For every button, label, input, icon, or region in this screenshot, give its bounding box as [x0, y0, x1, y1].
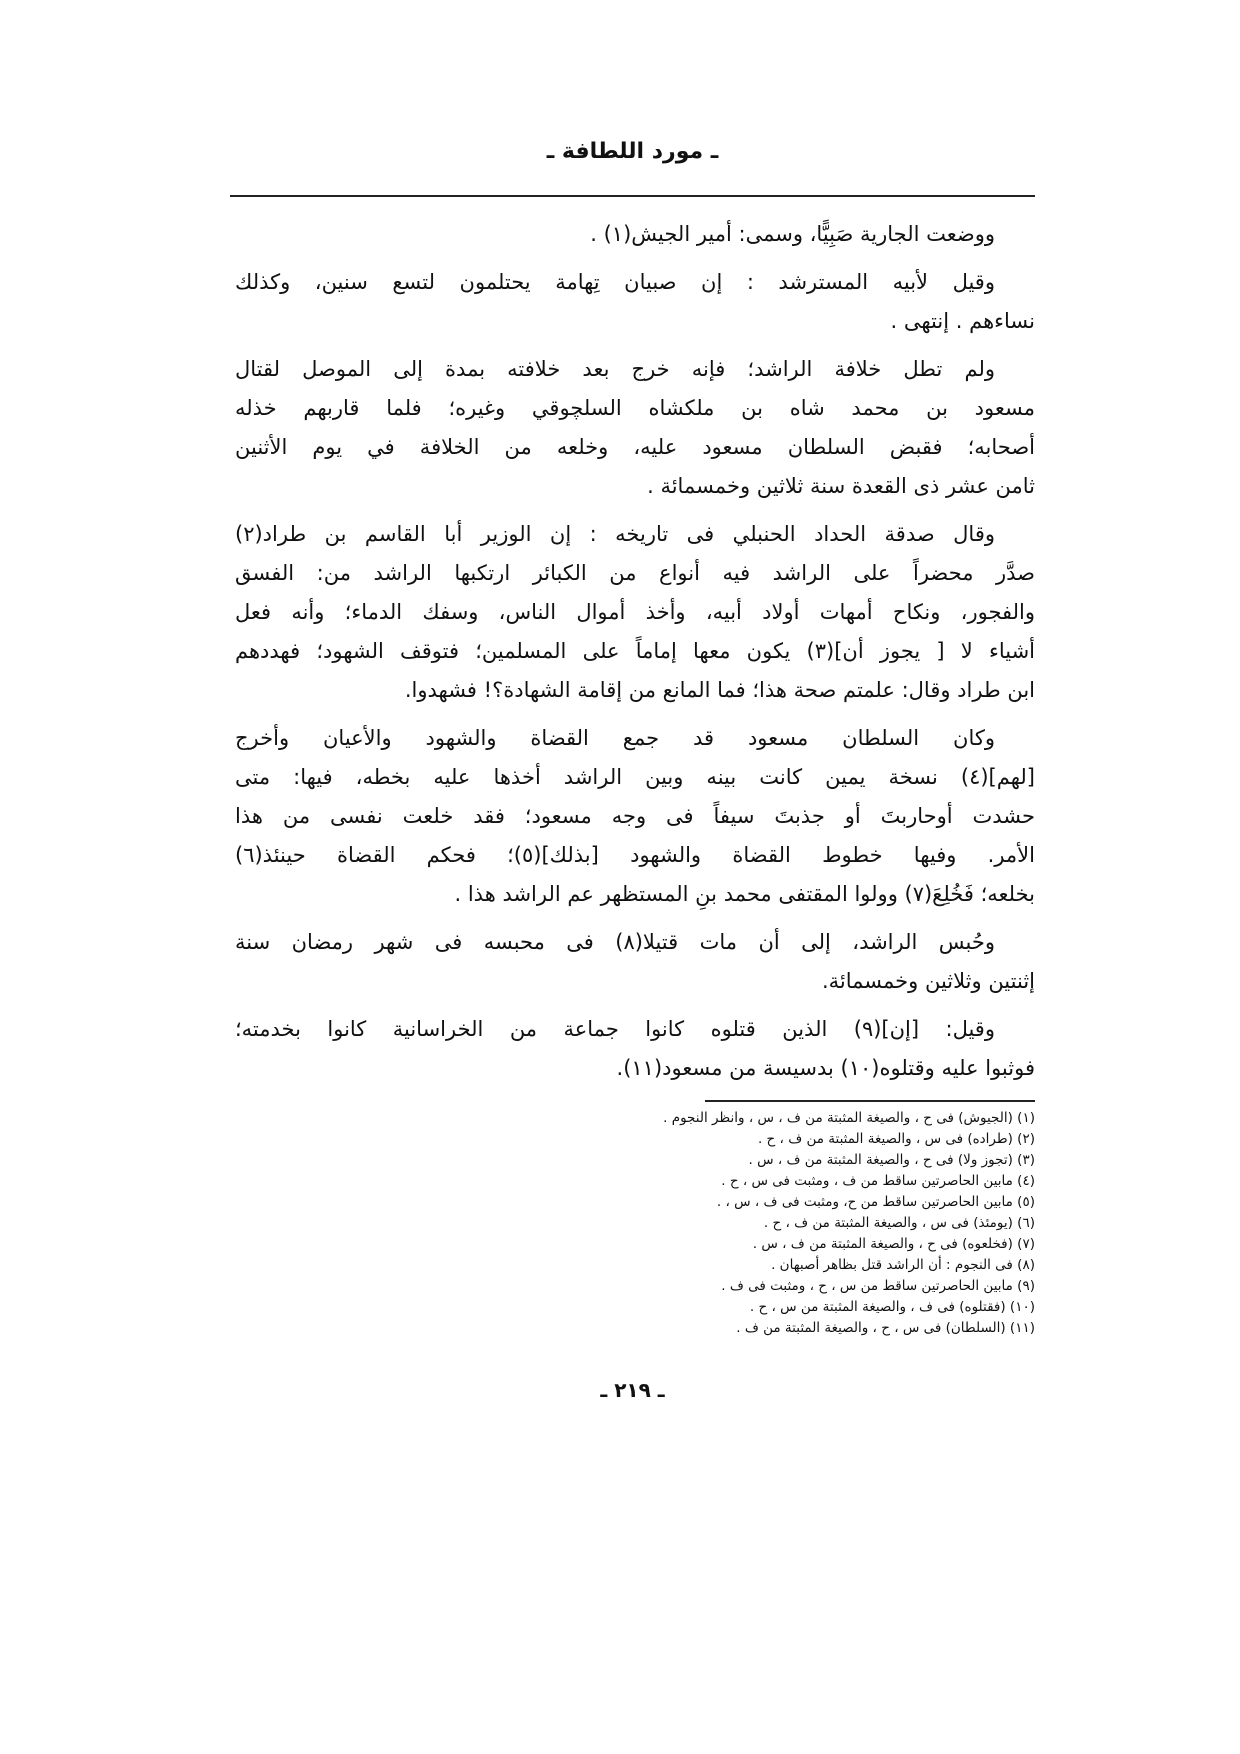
- text-line: حشدت أوحاربتَ أو جذبتَ سيفاً فى وجه مسعود؛ فقد خلعت نفسى من هذا: [235, 804, 1035, 828]
- text-line: صدَّر محضراً على الراشد فيه أنواع من الكبائر ارتكبها الراشد من: الفسق: [235, 561, 1035, 585]
- text-line: إثنتين وثلاثين وخمسمائة.: [821, 969, 1035, 993]
- paragraph: [235, 515, 1035, 710]
- footnote: (٦) (يومئذ) فى س ، والصيغة المثبتة من ف ، ح .: [763, 1215, 1035, 1231]
- main-text: [235, 215, 1035, 1088]
- text-line: أشياء لا [ يجوز أن](٣) يكون معها إماماً على المسلمين؛ فتوقف الشهود؛ فهددهم: [235, 639, 1035, 663]
- footnote: (٥) مابين الحاصرتين ساقط من ح، ومثبت فى ف ، س ، .: [716, 1194, 1035, 1210]
- text-line: [لهم](٤) نسخة يمين كانت بينه وبين الراشد أخذها عليه بخطه، فيها: متى: [235, 765, 1035, 789]
- paragraph: [235, 263, 1035, 341]
- footnote: (١) (الجيوش) فى ح ، والصيغة المثبتة من ف ، س ، وانظر النجوم .: [663, 1110, 1035, 1126]
- footnote: (٤) مابين الحاصرتين ساقط من ف ، ومثبت فى س ، ح .: [721, 1173, 1035, 1189]
- text-line: وقال صدقة الحداد الحنبلي فى تاريخه : إن الوزير أبا القاسم بن طراد(٢): [235, 522, 995, 546]
- footnotes: [475, 1108, 1035, 1339]
- running-header: ـ مورد اللطافة ـ: [546, 139, 719, 164]
- text-line: الأمر. وفيها خطوط القضاة والشهود [بذلك](٥)؛ فحكم القضاة حينئذ(٦): [235, 843, 1035, 867]
- text-line: فوثبوا عليه وقتلوه(١٠) بدسيسة من مسعود(١١).: [616, 1056, 1035, 1080]
- page: [230, 0, 1035, 1405]
- paragraph: [235, 923, 1035, 1001]
- text-line: ووضعت الجارية صَبِيًّا، وسمى: أمير الجيش(١) .: [590, 222, 995, 246]
- page-number: ـ ٢١٩ ـ: [600, 1378, 665, 1402]
- paragraph: [235, 215, 1035, 254]
- footnote: (٨) فى النجوم : أن الراشد قتل بظاهر أصبهان .: [771, 1257, 1035, 1273]
- text-line: أصحابه؛ فقبض السلطان مسعود عليه، وخلعه من الخلافة في يوم الأثنين: [235, 435, 1035, 459]
- text-line: ابن طراد وقال: علمتم صحة هذا؛ فما المانع من إقامة الشهادة؟! فشهدوا.: [404, 678, 1035, 702]
- text-line: بخلعه؛ فَخُلِعَ(٧) وولوا المقتفى محمد بنِ المستظهر عم الراشد هذا .: [454, 882, 1035, 906]
- header-rule: [230, 195, 1035, 197]
- paragraph: [235, 719, 1035, 914]
- text-line: ثامن عشر ذى القعدة سنة ثلاثين وخمسمائة .: [647, 474, 1035, 498]
- footnote: (١٠) (فقتلوه) فى ف ، والصيغة المثبتة من س ، ح .: [749, 1299, 1035, 1315]
- text-line: والفجور، ونكاح أمهات أولاد أبيه، وأخذ أموال الناس، وسفك الدماء؛ وأنه فعل: [235, 600, 1035, 624]
- text-line: وقيل: [إن](٩) الذين قتلوه كانوا جماعة من الخراسانية كانوا بخدمته؛: [235, 1017, 995, 1041]
- footnote-rule: [705, 1100, 1035, 1102]
- text-line: مسعود بن محمد شاه بن ملكشاه السلچوقي وغيره؛ فلما قاربهم خذله: [235, 396, 1035, 420]
- text-line: ولم تطل خلافة الراشد؛ فإنه خرج بعد خلافته بمدة إلى الموصل لقتال: [235, 357, 995, 381]
- footnote: (٩) مابين الحاصرتين ساقط من س ، ح ، ومثبت فى ف .: [721, 1278, 1035, 1294]
- footnote: (٧) (فخلعوه) فى ح ، والصيغة المثبتة من ف ، س .: [752, 1236, 1035, 1252]
- footnote: (٣) (تجوز ولا) فى ح ، والصيغة المثبتة من ف ، س .: [748, 1152, 1035, 1168]
- text-line: وكان السلطان مسعود قد جمع القضاة والشهود والأعيان وأخرج: [235, 726, 995, 750]
- text-line: وقيل لأبيه المسترشد : إن صبيان تِهامة يحتلمون لتسع سنين، وكذلك: [235, 270, 995, 294]
- footnote: (١١) (السلطان) فى س ، ح ، والصيغة المثبتة من ف .: [736, 1320, 1035, 1336]
- footnote: (٢) (طراده) فى س ، والصيغة المثبتة من ف ، ح .: [757, 1131, 1035, 1147]
- paragraph: [235, 1010, 1035, 1088]
- text-line: وحُبس الراشد، إلى أن مات قتيلا(٨) فى محبسه فى شهر رمضان سنة: [235, 930, 995, 954]
- text-line: نساءهم . إنتهى .: [890, 309, 1035, 333]
- paragraph: [235, 350, 1035, 506]
